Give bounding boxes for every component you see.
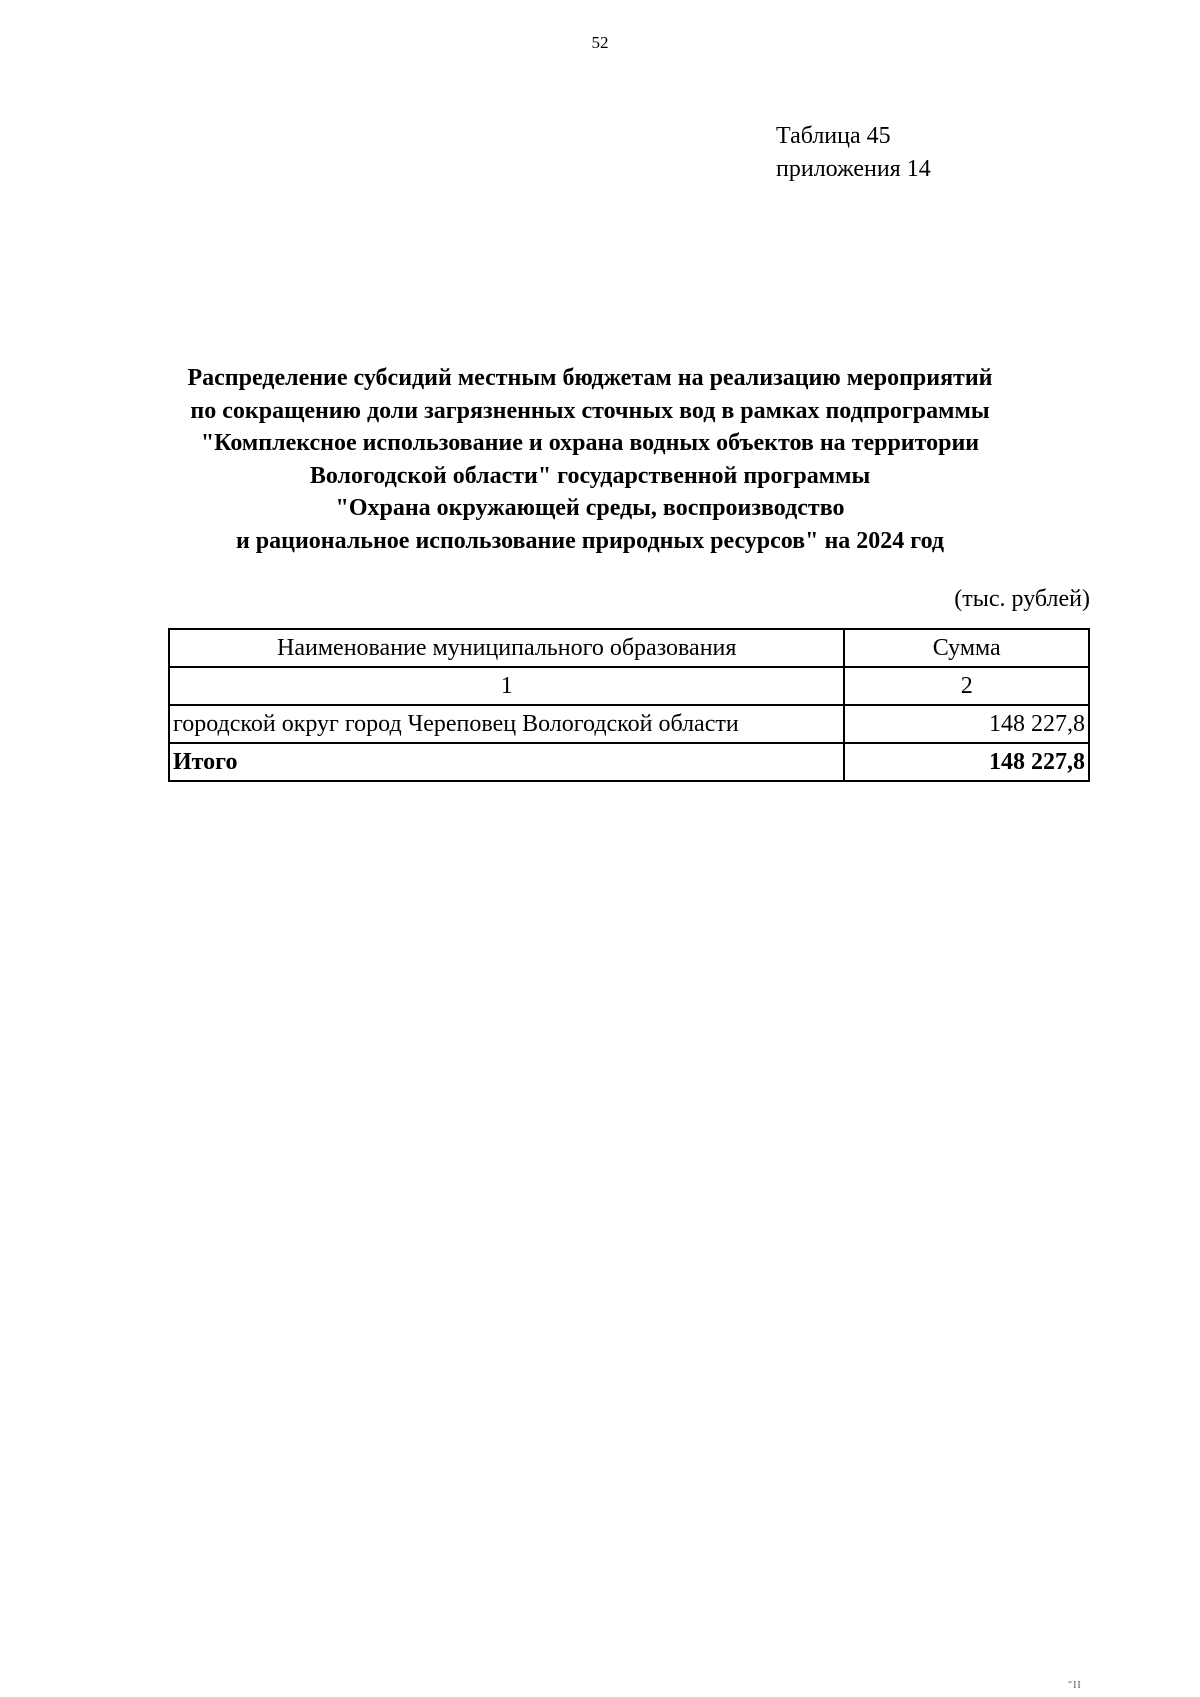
- title-line: Распределение субсидий местным бюджетам на реализацию мероприятий: [187, 365, 993, 391]
- table-reference-number: Таблица 45: [776, 123, 891, 149]
- total-row: [169, 743, 1089, 781]
- table-reference: [776, 120, 931, 186]
- column-number-1: 1: [169, 667, 844, 705]
- table-reference-appendix: приложения 14: [776, 156, 931, 182]
- municipality-name-cell: городской округ город Череповец Вологодской области: [169, 705, 844, 743]
- header-name-cell: Наименование муниципального образования: [169, 629, 844, 667]
- table-row: [169, 705, 1089, 743]
- corner-mark: "II: [1068, 1680, 1082, 1691]
- title-line: "Комплексное использование и охрана водных объектов на территории: [200, 430, 980, 456]
- subsidy-table: [168, 628, 1090, 782]
- title-line: Вологодской области" государственной программы: [309, 462, 871, 489]
- total-amount-cell: 148 227,8: [844, 743, 1089, 781]
- header-sum-cell: Сумма: [844, 629, 1089, 667]
- document-title: [150, 362, 1030, 557]
- title-line: и рациональное использование природных ресурсов" на 2024 год: [235, 527, 945, 554]
- column-number-row: [169, 667, 1089, 705]
- title-line: по сокращению доли загрязненных сточных вод в рамках подпрограммы: [190, 397, 990, 424]
- title-line: "Охрана окружающей среды, воспроизводство: [335, 495, 845, 521]
- table-header-row: [169, 629, 1089, 667]
- total-label-cell: Итого: [169, 743, 844, 781]
- amount-cell: 148 227,8: [844, 705, 1089, 743]
- units-label: (тыс. рублей): [954, 586, 1090, 612]
- column-number-2: 2: [844, 667, 1089, 705]
- page-number: 52: [591, 33, 609, 52]
